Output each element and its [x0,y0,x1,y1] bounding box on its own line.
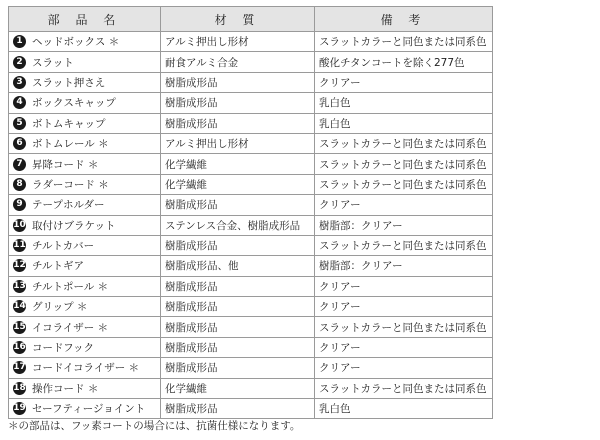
part-number-badge: 6 [13,137,26,150]
footnote: ＊の部品は、フッ素コートの場合には、抗菌仕様になります。 [8,420,301,432]
part-name-cell [9,358,161,378]
part-number-badge: 7 [13,158,26,171]
material-cell: ステンレス合金、樹脂成形品 [161,215,315,235]
material-cell: 樹脂成形品 [161,317,315,337]
part-name-cell [9,195,161,215]
part-number-badge: 13 [13,280,26,291]
part-name: 取付けブラケット [32,219,116,232]
part-name: ラダーコード ＊ [32,178,109,191]
part-number-badge: 8 [13,178,26,191]
part-name: コードイコライザー ＊ [32,362,140,375]
part-name: チルトカバー [32,240,95,253]
remarks-cell: 乳白色 [315,399,493,419]
part-number-badge: 4 [13,96,26,109]
table-row [9,72,493,92]
part-number-badge: 2 [13,56,26,69]
part-name: イコライザー ＊ [32,321,109,334]
part-name-cell [9,399,161,419]
material-cell: 化学繊維 [161,378,315,398]
part-name-cell [9,133,161,153]
part-number-badge: 5 [13,117,26,130]
remarks-cell: 乳白色 [315,113,493,133]
part-number-badge: 14 [13,301,26,312]
remarks-cell: クリアー [315,276,493,296]
table-row [9,358,493,378]
material-cell: 樹脂成形品 [161,337,315,357]
part-name-cell [9,235,161,255]
table-row [9,113,493,133]
parts-table [8,6,493,419]
table-row [9,378,493,398]
table-row [9,174,493,194]
part-name: チルトギア [32,260,84,273]
part-name-cell [9,174,161,194]
remarks-cell: 乳白色 [315,93,493,113]
material-cell: 樹脂成形品 [161,358,315,378]
material-cell: 樹脂成形品 [161,93,315,113]
material-cell: 樹脂成形品 [161,195,315,215]
part-number-badge: 17 [13,362,26,373]
remarks-cell: 酸化チタンコートを除く277色 [315,52,493,72]
part-number-badge: 10 [13,219,26,230]
material-cell: 樹脂成形品 [161,235,315,255]
part-name-cell [9,378,161,398]
remarks-cell: スラットカラーと同色または同系色 [315,133,493,153]
remarks-cell: クリアー [315,358,493,378]
table-row [9,399,493,419]
material-cell: 化学繊維 [161,174,315,194]
material-cell: 樹脂成形品 [161,276,315,296]
remarks-cell: 樹脂部：クリアー [315,215,493,235]
part-name-cell [9,113,161,133]
remarks-cell: クリアー [315,297,493,317]
table-row [9,154,493,174]
part-name-cell [9,337,161,357]
header-row [9,7,493,32]
remarks-cell: クリアー [315,337,493,357]
remarks-cell: スラットカラーと同色または同系色 [315,378,493,398]
material-cell: 樹脂成形品 [161,113,315,133]
part-number-badge: 19 [13,403,26,414]
table-row [9,276,493,296]
part-name-cell [9,297,161,317]
part-name: ボトムレール ＊ [32,138,109,151]
table-row [9,337,493,357]
part-name: グリップ ＊ [32,301,88,314]
part-name-cell [9,317,161,337]
table-row [9,297,493,317]
material-cell: 樹脂成形品 [161,399,315,419]
part-number-badge: 1 [13,35,26,48]
table-row [9,195,493,215]
part-name-cell [9,154,161,174]
part-name: テープホルダー [32,199,105,212]
material-cell: 耐食アルミ合金 [161,52,315,72]
part-name: スラット [32,56,74,69]
part-number-badge: 12 [13,260,26,271]
part-name-cell [9,72,161,92]
table-row [9,317,493,337]
table-row [9,32,493,52]
part-name: コードフック [32,342,94,355]
remarks-cell: スラットカラーと同色または同系色 [315,235,493,255]
part-name: セーフティージョイント [32,403,146,416]
remarks-cell: クリアー [315,72,493,92]
header-material: 材 質 [161,7,315,32]
part-name-cell [9,32,161,52]
part-name-cell [9,93,161,113]
material-cell: 樹脂成形品、他 [161,256,315,276]
part-name: ヘッドボックス ＊ [32,36,120,49]
material-cell: アルミ押出し形材 [161,32,315,52]
table-row [9,52,493,72]
remarks-cell: 樹脂部：クリアー [315,256,493,276]
remarks-cell: スラットカラーと同色または同系色 [315,32,493,52]
material-cell: アルミ押出し形材 [161,133,315,153]
part-number-badge: 18 [13,382,26,393]
material-cell: 樹脂成形品 [161,297,315,317]
part-name: スラット押さえ [32,76,106,89]
remarks-cell: クリアー [315,195,493,215]
part-name: チルトポール ＊ [32,280,109,293]
part-name: 昇降コード ＊ [32,158,99,171]
material-cell: 樹脂成形品 [161,72,315,92]
table-row [9,133,493,153]
part-name-cell [9,276,161,296]
part-name-cell [9,215,161,235]
material-cell: 化学繊維 [161,154,315,174]
part-number-badge: 3 [13,76,26,89]
part-name: 操作コード ＊ [32,382,99,395]
table-row [9,93,493,113]
part-name: ボックスキャップ [32,97,116,110]
part-name-cell [9,256,161,276]
remarks-cell: スラットカラーと同色または同系色 [315,174,493,194]
part-number-badge: 11 [13,240,26,251]
header-remarks: 備 考 [315,7,493,32]
remarks-cell: スラットカラーと同色または同系色 [315,154,493,174]
part-name: ボトムキャップ [32,117,106,130]
part-number-badge: 15 [13,321,26,332]
table-row [9,235,493,255]
part-number-badge: 9 [13,198,26,211]
table-row [9,215,493,235]
header-part-name: 部 品 名 [9,7,161,32]
remarks-cell: スラットカラーと同色または同系色 [315,317,493,337]
table-row [9,256,493,276]
part-number-badge: 16 [13,342,26,353]
part-name-cell [9,52,161,72]
